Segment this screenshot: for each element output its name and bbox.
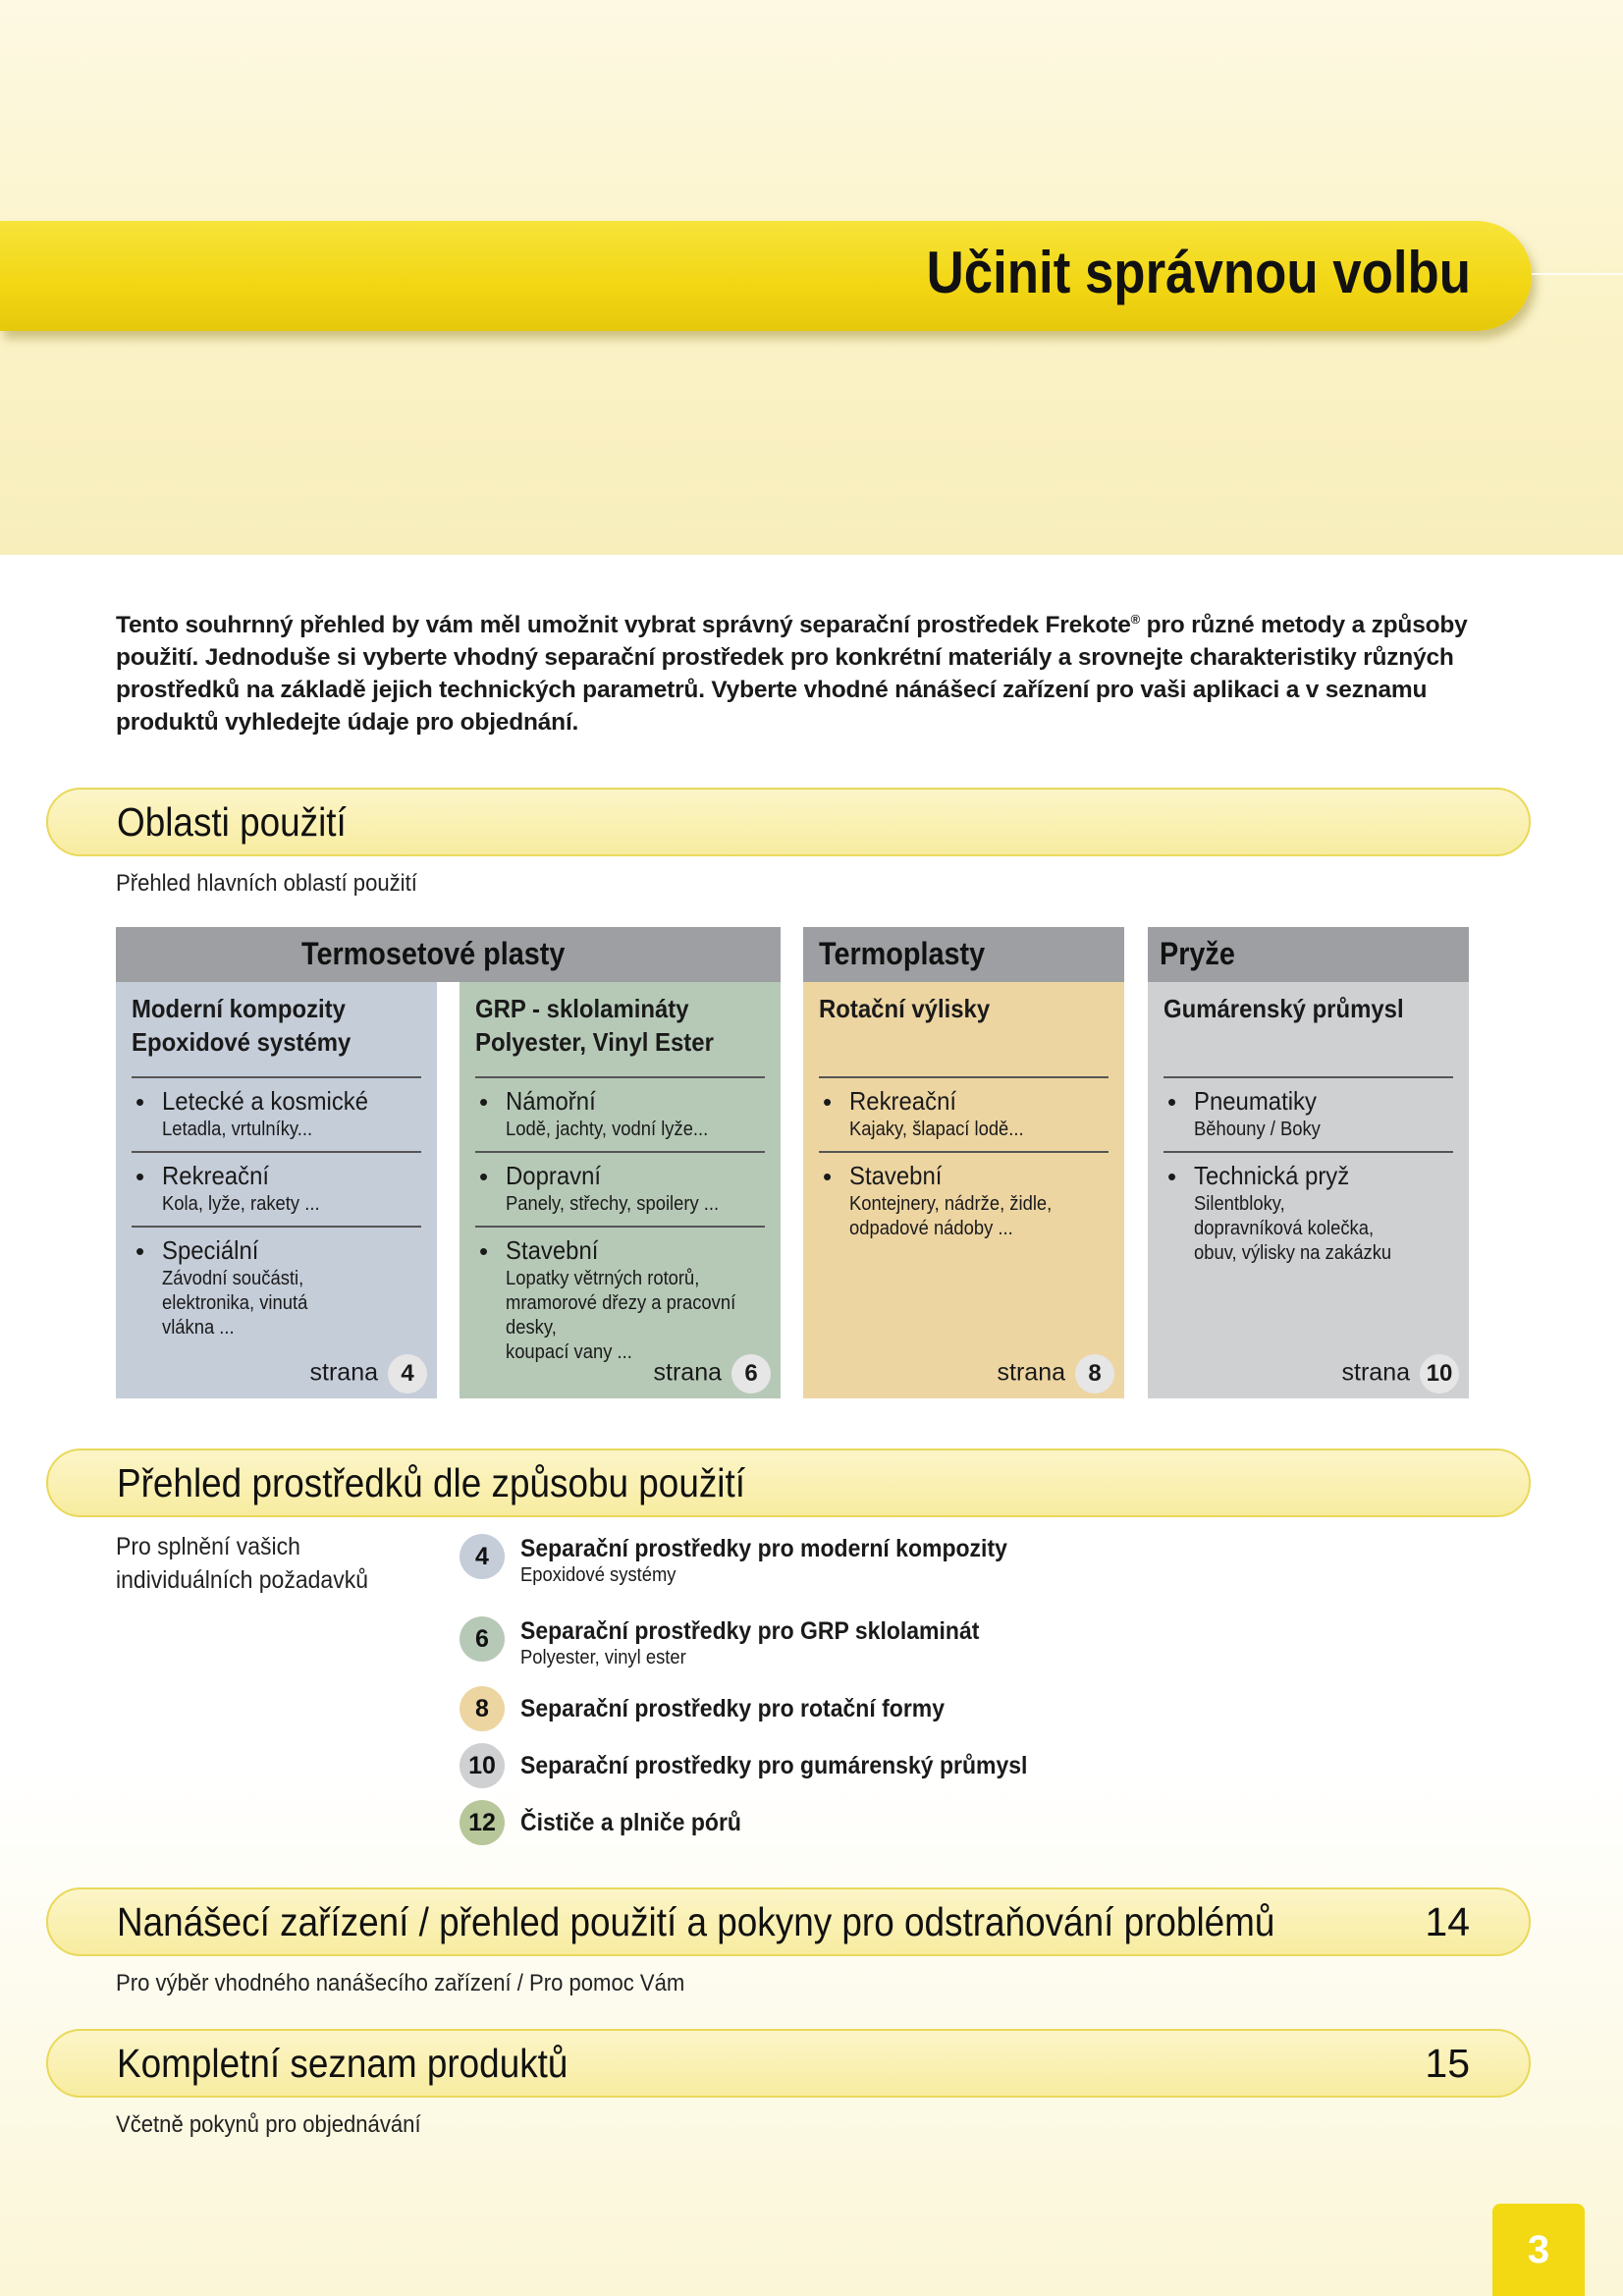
list-item: • Stavební Kontejnery, nádrže, židle, odpadové nádoby ... bbox=[823, 1161, 1053, 1239]
column-title: Rotační výlisky bbox=[819, 994, 991, 1023]
overview-row-title: Separační prostředky pro gumárenský průmysl bbox=[520, 1752, 1028, 1779]
application-column-grp bbox=[460, 982, 781, 1398]
group-header-thermoplastics: Termoplasty bbox=[803, 927, 1124, 982]
divider bbox=[1163, 1076, 1453, 1078]
section-applications-title: Oblasti použití bbox=[117, 799, 347, 845]
page-number: 3 bbox=[1492, 2204, 1585, 2296]
list-item: • Technická pryž Silentbloky, dopravníková kolečka, obuv, výlisky na zakázku bbox=[1167, 1161, 1392, 1264]
section-overview-header bbox=[46, 1449, 1531, 1517]
title-bar-line bbox=[1532, 273, 1623, 275]
intro-paragraph: Tento souhrnný přehled by vám měl umožnit vybrat správný separační prostředek Frekote® pro různé metody a způsoby použití. Jednoduše si vyberte vhodný separační prostředek pro konkrétní materiály a srovnejte charakteristiky různých prostředků na základě jejich technických parametrů. Vyberte vhodné nánášecí zařízení pro vaši aplikaci a v seznamu produktů vyhledejte údaje pro objednání. bbox=[116, 612, 1468, 737]
section-applications-subtitle: Přehled hlavních oblastí použití bbox=[116, 870, 417, 897]
group-header-thermosets: Termosetové plasty bbox=[116, 927, 781, 982]
overview-row-title: Separační prostředky pro GRP sklolaminát bbox=[520, 1617, 980, 1645]
section-equipment-subtitle: Pro výběr vhodného nanášecího zařízení / Pro pomoc Vám bbox=[116, 1970, 685, 1996]
section-products-header bbox=[46, 2029, 1531, 2098]
page-reference: strana 4 bbox=[310, 1354, 427, 1394]
page-title: Učinit správnou volbu bbox=[926, 240, 1471, 305]
column-title: Gumárenský průmysl bbox=[1163, 994, 1404, 1023]
section-overview-intro: Pro splnění vašich individuálních požadavků bbox=[116, 1533, 369, 1594]
page-badge: 8 bbox=[460, 1686, 505, 1731]
divider bbox=[819, 1151, 1109, 1153]
section-products-subtitle: Včetně pokynů pro objednávání bbox=[116, 2111, 421, 2138]
divider bbox=[819, 1076, 1109, 1078]
page-reference: strana 6 bbox=[654, 1354, 771, 1394]
list-item: • Pneumatiky Běhouny / Boky bbox=[1167, 1086, 1321, 1140]
divider bbox=[475, 1226, 765, 1228]
divider bbox=[132, 1151, 421, 1153]
overview-row-title: Čističe a plniče pórů bbox=[520, 1809, 741, 1836]
list-item: • Stavební Lopatky větrných rotorů, mramorové dřezy a pracovní desky, koupací vany ... bbox=[479, 1235, 736, 1363]
page-badge: 4 bbox=[460, 1534, 505, 1579]
page-badge: 12 bbox=[460, 1800, 505, 1845]
section-overview-title: Přehled prostředků dle způsobu použití bbox=[117, 1460, 746, 1505]
overview-row-desc: Epoxidové systémy bbox=[520, 1564, 676, 1586]
application-column-rubber bbox=[1148, 982, 1469, 1398]
overview-row-title: Separační prostředky pro rotační formy bbox=[520, 1695, 946, 1722]
section-applications-header bbox=[46, 788, 1531, 856]
section-products-title: Kompletní seznam produktů bbox=[117, 2041, 568, 2086]
column-title: GRP - sklolamináty Polyester, Vinyl Ester bbox=[475, 994, 714, 1057]
divider bbox=[132, 1076, 421, 1078]
section-equipment-title: Nanášecí zařízení / přehled použití a pokyny pro odstraňování problémů bbox=[117, 1899, 1275, 1944]
group-header-rubbers: Pryže bbox=[1148, 927, 1469, 982]
page-reference: strana 10 bbox=[1342, 1354, 1459, 1394]
list-item: • Rekreační Kajaky, šlapací lodě... bbox=[823, 1086, 1024, 1140]
divider bbox=[475, 1076, 765, 1078]
list-item: • Letecké a kosmické Letadla, vrtulníky... bbox=[135, 1086, 369, 1140]
divider bbox=[132, 1226, 421, 1228]
list-item: • Dopravní Panely, střechy, spoilery ... bbox=[479, 1161, 720, 1215]
column-title: Moderní kompozity Epoxidové systémy bbox=[132, 994, 352, 1057]
divider bbox=[475, 1151, 765, 1153]
list-item: • Speciální Závodní součásti, elektronika, vinutá vlákna ... bbox=[135, 1235, 308, 1339]
application-column-composites bbox=[116, 982, 437, 1398]
list-item: • Námořní Lodě, jachty, vodní lyže... bbox=[479, 1086, 709, 1140]
section-products-page: 15 bbox=[1425, 2041, 1470, 2086]
section-equipment-page: 14 bbox=[1425, 1899, 1470, 1944]
list-item: • Rekreační Kola, lyže, rakety ... bbox=[135, 1161, 320, 1215]
application-column-rotational bbox=[803, 982, 1124, 1398]
page-reference: strana 8 bbox=[998, 1354, 1114, 1394]
page-badge: 10 bbox=[460, 1743, 505, 1788]
page-badge: 6 bbox=[460, 1616, 505, 1662]
overview-row-desc: Polyester, vinyl ester bbox=[520, 1647, 686, 1668]
overview-row-title: Separační prostředky pro moderní kompozity bbox=[520, 1535, 1007, 1562]
section-equipment-header bbox=[46, 1887, 1531, 1956]
divider bbox=[1163, 1151, 1453, 1153]
